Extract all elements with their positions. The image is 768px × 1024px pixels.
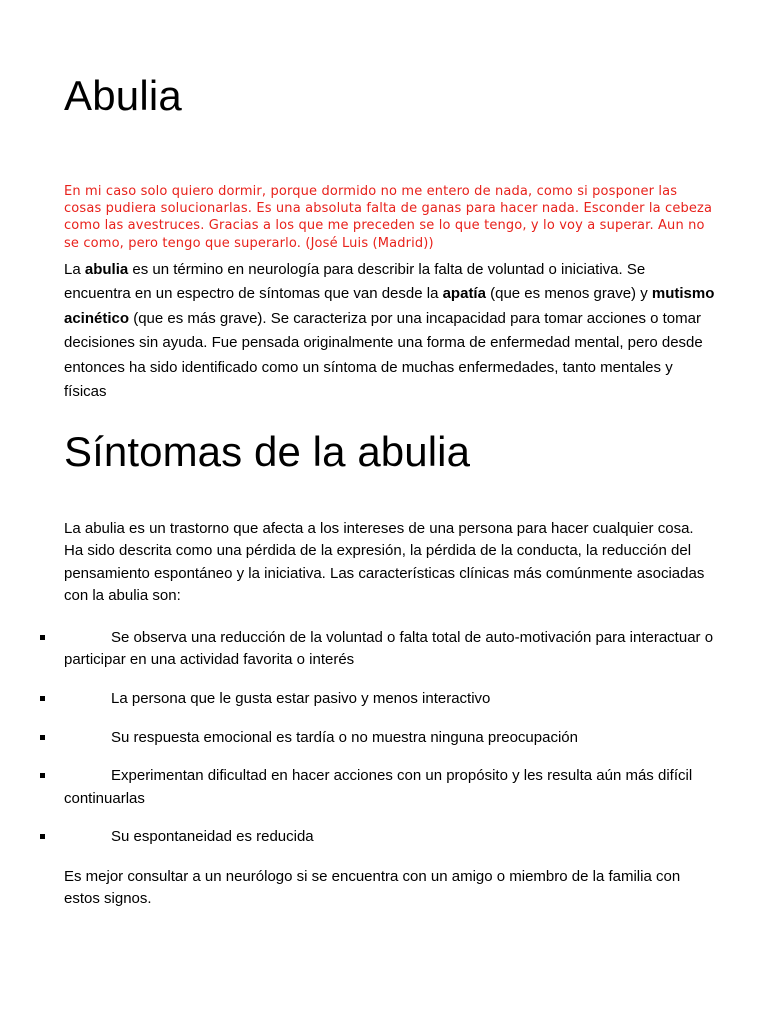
page-title: Abulia xyxy=(64,72,182,119)
list-item xyxy=(64,826,716,848)
term-mutismo-acinetico: mutismo acinético xyxy=(64,285,715,327)
list-item-text: Su espontaneidad es reducida xyxy=(111,828,314,846)
square-bullet-icon xyxy=(40,826,46,848)
closing-paragraph: Es mejor consultar a un neurólogo si se encuentra con un amigo o miembro de la familia con estos signos. xyxy=(64,868,681,908)
list-item-text: La persona que le gusta estar pasivo y menos interactivo xyxy=(111,689,491,707)
intro-text-2: es un término en neurología para describir la falta de voluntad o iniciativa. Se encuentra en un espectro de síntomas que van desde la xyxy=(64,261,646,303)
intro-text-3: (que es menos grave) y xyxy=(485,285,652,303)
list-item xyxy=(64,688,716,710)
list-item xyxy=(64,765,716,809)
intro-paragraph xyxy=(64,258,716,404)
term-apatia: apatía xyxy=(442,285,486,303)
reader-quote: En mi caso solo quiero dormir, porque dormido no me entero de nada, como si posponer las cosas pudiera solucionarlas. Es una absoluta falta de ganas para hacer nada. Esconder la cebeza como las avestruces. Gracias a los que me preceden se lo que tengo, y lo voy a superar. Aun no se como, pero tengo que superarlo. (José Luis (Madrid)) xyxy=(64,184,713,251)
list-item-text: Experimentan dificultad en hacer acciones con un propósito y les resulta aún más difícil continuarlas xyxy=(64,767,693,807)
list-item xyxy=(64,627,716,671)
section-title-sintomas: Síntomas de la abulia xyxy=(64,428,471,475)
square-bullet-icon xyxy=(40,765,46,787)
square-bullet-icon xyxy=(40,727,46,749)
symptom-list xyxy=(64,627,716,865)
square-bullet-icon xyxy=(40,627,46,649)
intro-text-4: (que es más grave). Se caracteriza por una incapacidad para tomar acciones o tomar decisiones sin ayuda. Fue pensada originalmente una forma de enfermedad mental, pero desde entonces ha sido identificado como un síntoma de muchas enfermedades, tanto mentales y físicas xyxy=(64,309,703,401)
square-bullet-icon xyxy=(40,688,46,710)
list-item-text: Su respuesta emocional es tardía o no muestra ninguna preocupación xyxy=(111,728,578,746)
intro-text-1: La xyxy=(64,261,85,278)
list-item xyxy=(64,727,716,749)
term-abulia: abulia xyxy=(84,261,129,278)
list-item-text: Se observa una reducción de la voluntad o falta total de auto-motivación para interactuar o participar en una actividad favorita o interés xyxy=(64,629,714,669)
sintomas-intro-paragraph: La abulia es un trastorno que afecta a los intereses de una persona para hacer cualquier cosa. Ha sido descrita como una pérdida de la expresión, la pérdida de la conducta, la reducción del pensamiento espontáneo y la iniciativa. Las características clínicas más comúnmente asociadas con la abulia son: xyxy=(64,520,705,605)
